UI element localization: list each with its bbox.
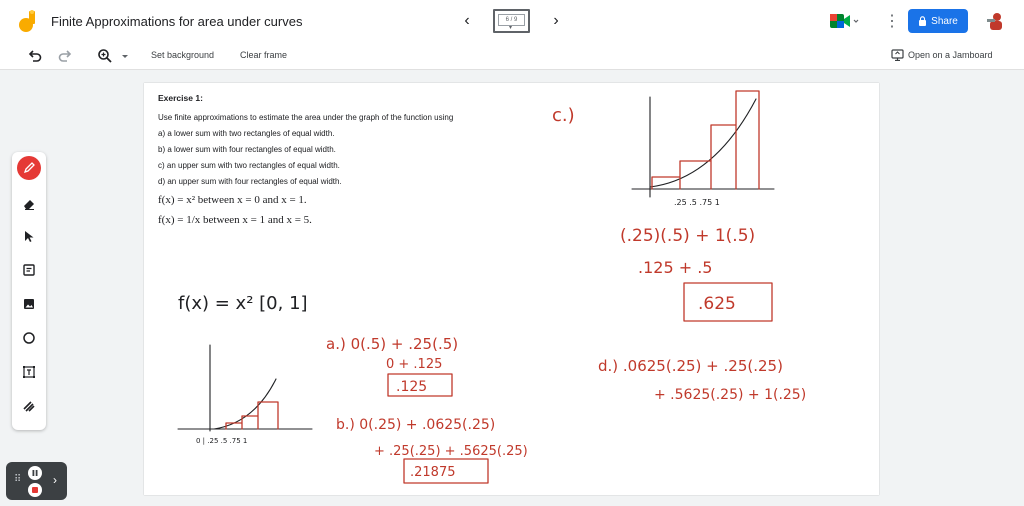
handwriting-layer [144,83,879,495]
share-label: Share [931,15,958,27]
circle-tool-button[interactable] [17,326,41,350]
jam-canvas[interactable] [144,83,879,495]
document-title[interactable]: Finite Approximations for area under curves [51,14,303,29]
graph-c [632,91,774,207]
pen-icon [22,161,36,175]
add-image-button[interactable] [17,292,41,316]
exercise-item-c: c) an upper sum with two rectangles of equal width. [158,161,340,170]
redo-icon[interactable] [56,47,74,65]
more-options-icon[interactable]: ⋮ [884,13,900,30]
stop-recording-button[interactable] [28,483,42,497]
hw-c-line2: .125 + .5 [638,258,713,277]
hw-function-header: f(x) = x² [0, 1] [178,293,308,314]
graph-small [178,345,312,445]
stop-icon [28,483,42,497]
hw-a-line2: 0 + .125 [386,357,443,372]
hw-c-line1: (.25)(.5) + 1(.5) [620,226,756,246]
select-tool-button[interactable] [17,224,41,248]
share-button[interactable] [908,9,968,33]
eraser-icon [22,197,36,211]
open-external-icon [891,49,904,61]
drag-handle-icon[interactable]: ⠿ [14,474,22,485]
user-avatar[interactable] [984,9,1008,33]
sticky-note-button[interactable] [17,258,41,282]
chevron-right-icon[interactable]: › [53,473,57,487]
next-frame-button[interactable]: › [553,12,559,29]
lock-icon [918,16,927,26]
screen-recorder-widget [6,462,67,500]
open-on-jamboard-label: Open on a Jamboard [908,50,993,60]
open-on-jamboard-button[interactable] [891,49,993,61]
hw-b-line1: b.) 0(.25) + .0625(.25) [336,417,496,433]
laser-icon [22,399,36,413]
exercise-item-b: b) a lower sum with four rectangles of equal width. [158,145,336,154]
zoom-dropdown-icon[interactable] [120,47,130,65]
hw-d-line2: + .5625(.25) + 1(.25) [654,387,807,403]
pause-icon [28,466,42,480]
undo-icon[interactable] [26,47,44,65]
text-box-icon [22,365,36,379]
previous-frame-button[interactable]: ‹ [464,12,470,29]
hw-c-label: c.) [552,105,575,126]
hw-a-result: .125 [396,379,428,395]
zoom-icon[interactable] [96,47,114,65]
set-background-button[interactable]: Set background [151,50,215,60]
hw-b-result: .21875 [410,465,456,480]
hw-graph-small-ticks: 0 | .25 .5 .75 1 [196,437,248,445]
image-icon [22,297,36,311]
hw-a-line1: a.) 0(.5) + .25(.5) [326,335,459,353]
circle-icon [22,331,36,345]
frame-bar-toggle[interactable] [493,9,530,33]
clear-frame-button[interactable]: Clear frame [240,50,288,60]
exercise-title: Exercise 1: [158,93,203,103]
laser-tool-button[interactable] [17,394,41,418]
hw-graph-c-ticks: .25 .5 .75 1 [674,198,720,207]
eraser-tool-button[interactable] [17,192,41,216]
toolbar [0,42,1024,70]
exercise-item-d: d) an upper sum with four rectangles of equal width. [158,177,342,186]
exercise-item-a: a) a lower sum with two rectangles of equal width. [158,129,335,138]
jamboard-logo-icon [17,9,41,33]
hw-d-line1: d.) .0625(.25) + .25(.25) [598,357,783,375]
chevron-down-icon: ▾ [509,25,513,31]
cursor-icon [22,229,36,243]
sticky-note-icon [22,263,36,277]
google-meet-icon[interactable] [828,11,860,31]
text-box-button[interactable] [17,360,41,384]
hw-b-line2: + .25(.25) + .5625(.25) [374,444,528,459]
tool-rail [12,152,46,430]
frame-indicator: 6 / 9 [498,14,525,26]
function-2: f(x) = 1/x between x = 1 and x = 5. [158,214,312,226]
top-header [0,0,1024,42]
hw-c-result: .625 [698,294,736,314]
pause-recording-button[interactable] [28,466,42,480]
function-1: f(x) = x² between x = 0 and x = 1. [158,194,307,206]
exercise-intro: Use finite approximations to estimate the area under the graph of the function using [158,113,454,122]
pen-tool-button[interactable] [17,156,41,180]
